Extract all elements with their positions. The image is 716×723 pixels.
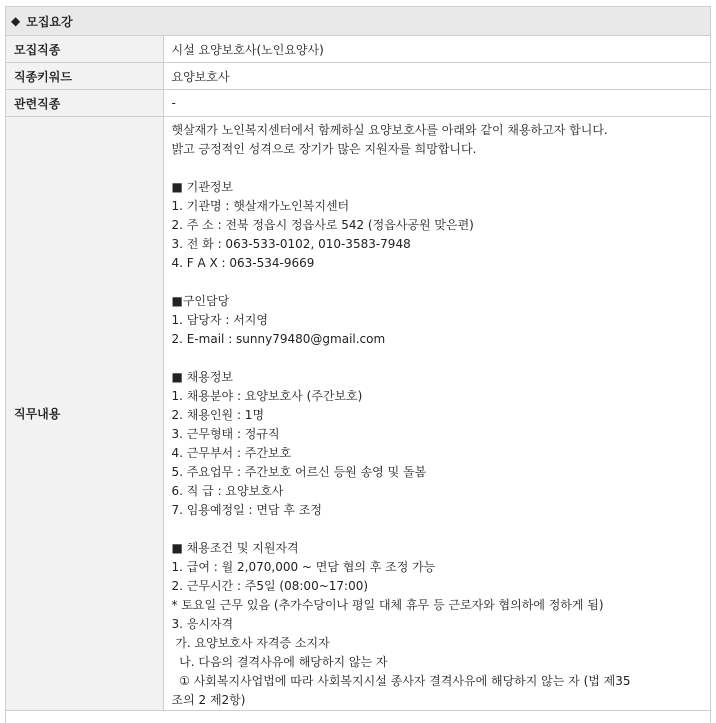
- contact-heading: ■구인담당: [171, 294, 230, 308]
- section-header: [6, 7, 710, 36]
- list-item: 2. E-mail : sunny79480@gmail.com: [171, 332, 386, 346]
- row-label: 관련직종: [6, 90, 163, 117]
- list-item: 4. 근무부서 : 주간보호: [171, 446, 292, 460]
- intro-line: 밝고 긍정적인 성격으로 장기가 많은 지원자를 희망합니다.: [171, 142, 477, 156]
- row-value: 시설 요양보호사(노인요양사): [163, 36, 710, 63]
- duties-content: [163, 117, 710, 711]
- list-item: 1. 기관명 : 햇살재가노인복지센터: [171, 199, 350, 213]
- table-row: [6, 63, 710, 90]
- table-row: [6, 90, 710, 117]
- list-item: 1. 채용분야 : 요양보호사 (주간보호): [171, 389, 363, 403]
- list-item: * 토요일 근무 있음 (추가수당이나 평일 대체 휴무 등 근로자와 협의하에 정하게 됨): [171, 598, 604, 612]
- list-item: 2. 채용인원 : 1명: [171, 408, 265, 422]
- row-value: -: [163, 90, 710, 117]
- conditions-heading: ■ 채용조건 및 지원자격: [171, 541, 299, 555]
- list-item: 1. 급여 : 월 2,070,000 ~ 면담 협의 후 조정 가능: [171, 560, 436, 574]
- intro-line: 햇살재가 노인복지센터에서 함께하실 요양보호사를 아래와 같이 채용하고자 합니다.: [171, 123, 608, 137]
- list-item: 1. 담당자 : 서지영: [171, 313, 268, 327]
- recruitment-panel: [5, 6, 711, 723]
- list-item: 3. 응시자격: [171, 617, 234, 631]
- row-value: 요양보호사: [163, 63, 710, 90]
- table-row: [6, 36, 710, 63]
- list-item: 3. 근무형태 : 정규직: [171, 427, 280, 441]
- list-item: 4. F A X : 063-534-9669: [171, 256, 315, 270]
- hiring-heading: ■ 채용정보: [171, 370, 234, 384]
- list-item: 6. 직 급 : 요양보호사: [171, 484, 284, 498]
- section-title: 모집요강: [26, 14, 73, 29]
- diamond-bullet-icon: ◆: [11, 14, 21, 28]
- row-label: 직종키워드: [6, 63, 163, 90]
- list-item: 3. 전 화 : 063-533-0102, 010-3583-7948: [171, 237, 411, 251]
- list-item: 조의 2 제2항): [171, 693, 246, 707]
- row-label: 모집직종: [6, 36, 163, 63]
- duties-row: [6, 117, 710, 711]
- duties-label: 직무내용: [6, 117, 163, 711]
- agency-heading: ■ 기관정보: [171, 180, 234, 194]
- list-item: 나. 다음의 결격사유에 해당하지 않는 자: [171, 655, 388, 669]
- list-item: 5. 주요업무 : 주간보호 어르신 등원 송영 및 돌봄: [171, 465, 427, 479]
- list-item: 2. 주 소 : 전북 정읍시 정읍사로 542 (정읍사공원 맞은편): [171, 218, 474, 232]
- list-item: 가. 요양보호사 자격증 소지자: [171, 636, 330, 650]
- list-item: 7. 임용예정일 : 면담 후 조정: [171, 503, 322, 517]
- recruitment-table: [6, 36, 710, 711]
- list-item: ① 사회복지사업법에 따라 사회복지시설 종사자 결격사유에 해당하지 않는 자 (법 제35: [171, 674, 631, 688]
- list-item: 2. 근무시간 : 주5일 (08:00~17:00): [171, 579, 369, 593]
